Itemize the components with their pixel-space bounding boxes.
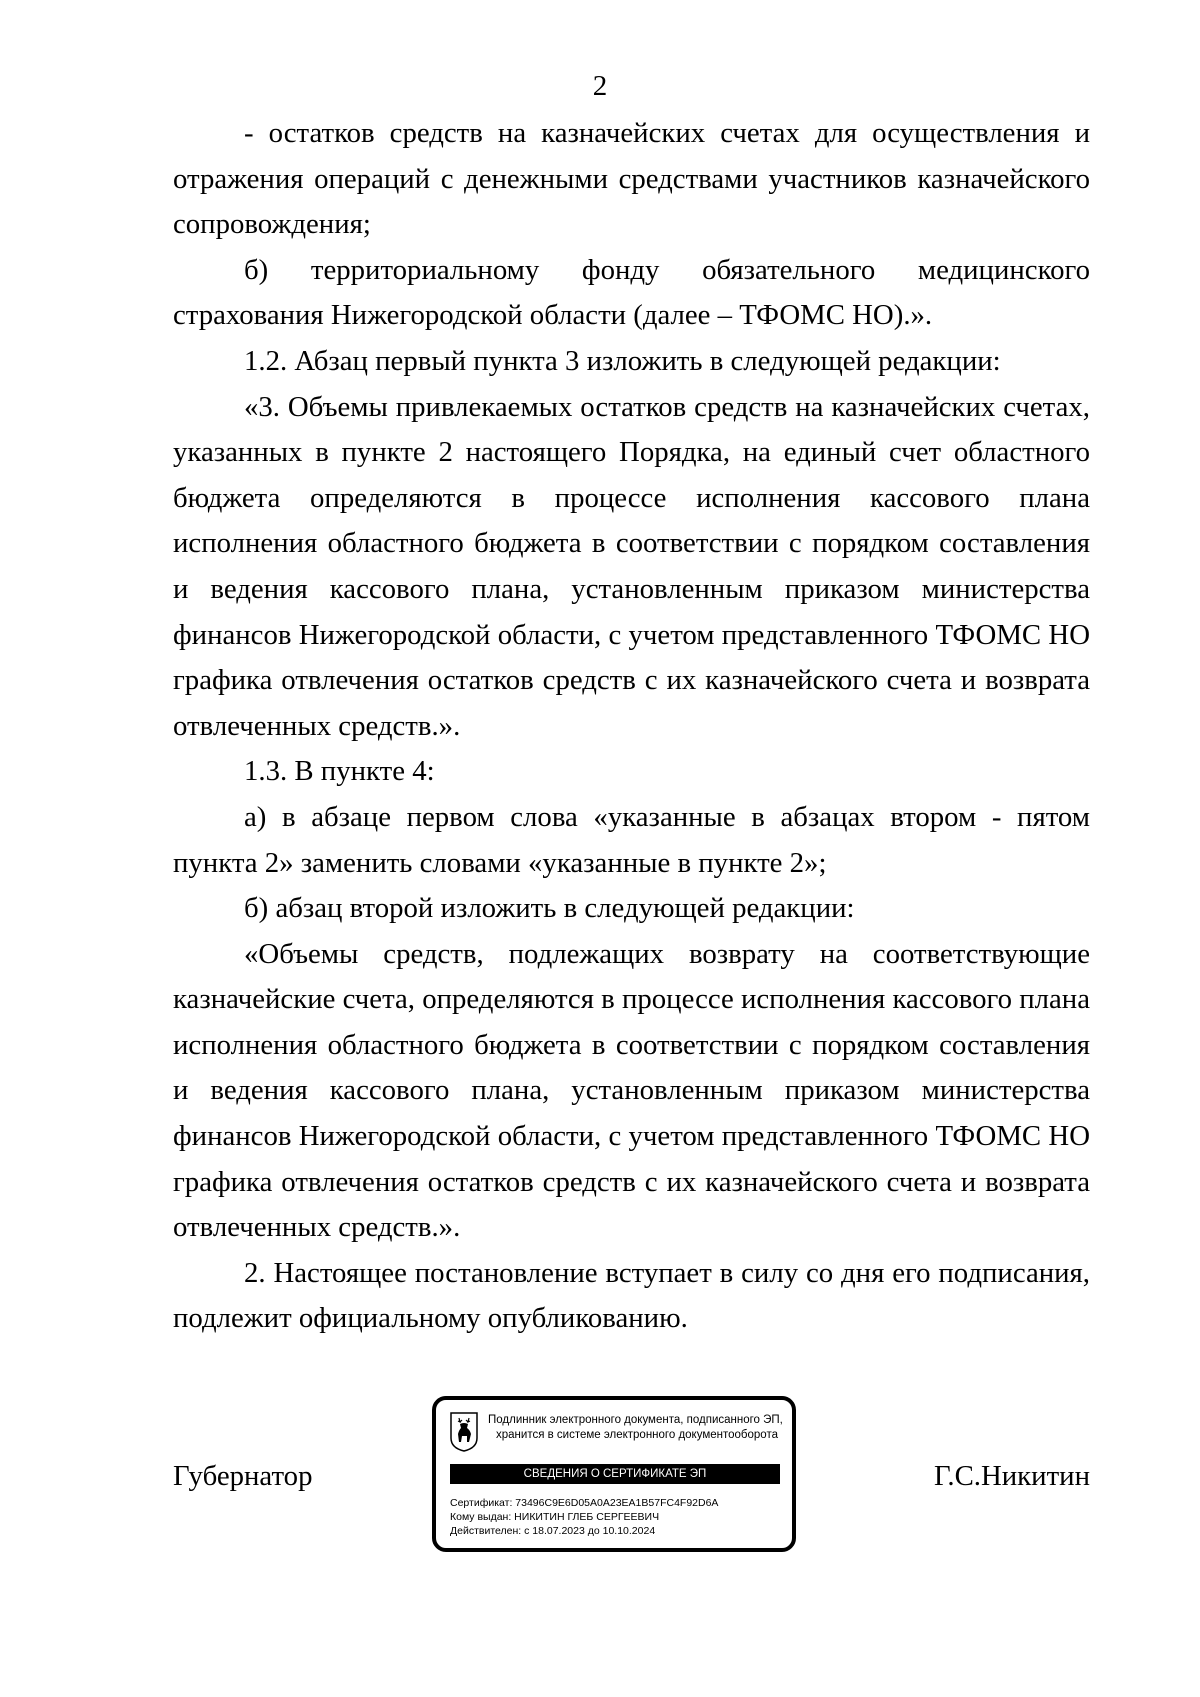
page-number: 2 xyxy=(592,70,608,102)
certificate-validity: Действителен: с 18.07.2023 до 10.10.2024 xyxy=(450,1525,656,1537)
certificate-owner: Кому выдан: НИКИТИН ГЛЕБ СЕРГЕЕВИЧ xyxy=(450,1511,660,1523)
electronic-signature-stamp xyxy=(432,1396,796,1552)
paragraph: «Объемы средств, подлежащих возврату на соответствующие казначейские счета, определяются в процессе исполнения кассового плана исполнения областного бюджета в соответствии с порядком составления и ведения кассового плана, установленным приказом министерства финансов Нижегородской области, с учетом представленного ТФОМС НО графика отвлечения остатков средств с их казначейского счета и возврата отвлеченных средств.». xyxy=(173,937,1090,1244)
stamp-details xyxy=(450,1496,780,1538)
paragraph: б) территориальному фонду обязательного медицинского страхования Нижегородской области (далее – ТФОМС НО).». xyxy=(173,253,1090,332)
signer-title: Губернатор xyxy=(173,1460,313,1492)
signer-name: Г.С.Никитин xyxy=(933,1460,1090,1492)
stamp-text-line: хранится в системе электронного документооборота xyxy=(496,1429,778,1441)
stamp-text-line: Подлинник электронного документа, подписанного ЭП, xyxy=(488,1414,783,1426)
paragraph: а) в абзаце первом слова «указанные в абзацах втором - пятом пункта 2» заменить словами «указанные в пункте 2»; xyxy=(173,800,1090,879)
paragraph: 2. Настоящее постановление вступает в силу со дня его подписания, подлежит официальному опубликованию. xyxy=(173,1256,1090,1335)
document-body xyxy=(173,111,1090,1342)
deer-emblem-icon xyxy=(450,1412,478,1452)
certificate-number: Сертификат: 73496C9E6D05A0A23EA1B57FC4F92D6A xyxy=(450,1497,719,1509)
paragraph: б) абзац второй изложить в следующей редакции: xyxy=(244,892,855,925)
paragraph: 1.2. Абзац первый пункта 3 изложить в следующей редакции: xyxy=(244,344,1001,377)
paragraph: «3. Объемы привлекаемых остатков средств на казначейских счетах, указанных в пункте 2 настоящего Порядка, на единый счет областного бюджета определяются в процессе исполнения кассового плана исполнения областного бюджета в соответствии с порядком составления и ведения кассового плана, установленным приказом министерства финансов Нижегородской области, с учетом представленного ТФОМС НО графика отвлечения остатков средств с их казначейского счета и возврата отвлеченных средств.». xyxy=(173,390,1090,742)
paragraph: 1.3. В пункте 4: xyxy=(244,755,435,788)
paragraph: - остатков средств на казначейских счетах для осуществления и отражения операций с денежными средствами участников казначейского сопровождения; xyxy=(173,117,1090,241)
stamp-header: СВЕДЕНИЯ О СЕРТИФИКАТЕ ЭП xyxy=(450,1464,780,1484)
